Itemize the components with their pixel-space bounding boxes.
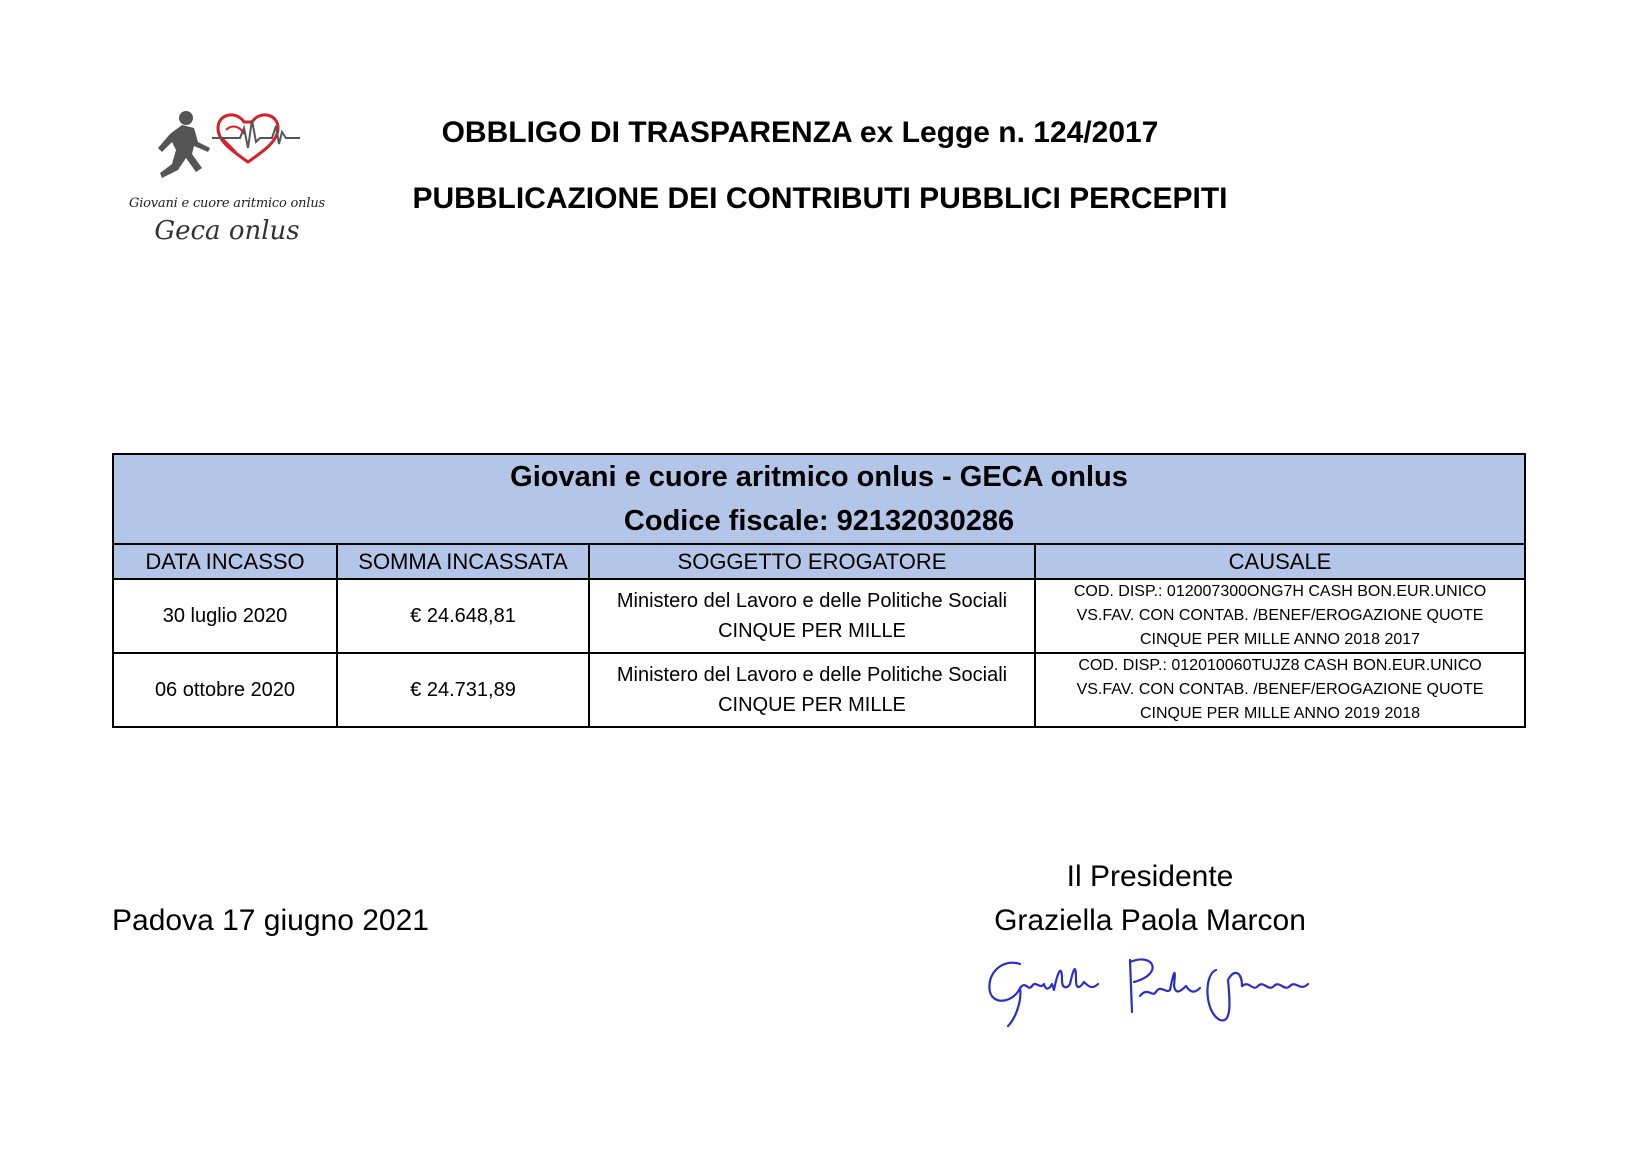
- column-header-amount: SOMMA INCASSATA: [337, 544, 589, 579]
- cell-amount: € 24.648,81: [337, 579, 589, 653]
- reason-line: CINQUE PER MILLE ANNO 2018 2017: [1139, 631, 1421, 648]
- president-label: Il Presidente: [1066, 860, 1234, 893]
- provider-program: CINQUE PER MILLE: [718, 694, 906, 716]
- provider-name: Ministero del Lavoro e delle Politiche Sociali: [616, 664, 1008, 686]
- table-title-organization: Giovani e cuore aritmico onlus - GECA onlus: [510, 461, 1128, 493]
- cell-date: 30 luglio 2020: [113, 579, 337, 653]
- reason-line: COD. DISP.: 012010060TUJZ8 CASH BON.EUR.UNICO: [1078, 657, 1482, 674]
- cell-provider: [589, 579, 1035, 653]
- cell-amount: € 24.731,89: [337, 653, 589, 727]
- logo-caption: Giovani e cuore aritmico onlus: [129, 196, 325, 211]
- cell-reason: [1035, 653, 1525, 727]
- table-header-row: [113, 544, 1525, 579]
- reason-line: VS.FAV. CON CONTAB. /BENEF/EROGAZIONE QUOTE: [1076, 607, 1484, 624]
- document-heading-law: OBBLIGO DI TRASPARENZA ex Legge n. 124/2017: [441, 116, 1159, 149]
- table-title-row: [113, 454, 1525, 544]
- reason-line: CINQUE PER MILLE ANNO 2019 2018: [1139, 705, 1421, 722]
- column-header-reason: CAUSALE: [1035, 544, 1525, 579]
- column-header-provider: SOGGETTO EROGATORE: [589, 544, 1035, 579]
- provider-name: Ministero del Lavoro e delle Politiche Sociali: [616, 590, 1008, 612]
- cell-date: 06 ottobre 2020: [113, 653, 337, 727]
- reason-line: VS.FAV. CON CONTAB. /BENEF/EROGAZIONE QUOTE: [1076, 681, 1484, 698]
- cell-reason: [1035, 579, 1525, 653]
- contributions-table: [112, 453, 1526, 728]
- reason-line: COD. DISP.: 012007300ONG7H CASH BON.EUR.UNICO: [1073, 583, 1487, 600]
- table-row: [113, 653, 1525, 727]
- place-and-date: Padova 17 giugno 2021: [112, 904, 429, 937]
- table-title-cell: [113, 454, 1525, 544]
- provider-program: CINQUE PER MILLE: [718, 620, 906, 642]
- column-header-date: DATA INCASSO: [113, 544, 337, 579]
- handwritten-signature: [980, 940, 1340, 1040]
- logo-subtitle: Geca onlus: [154, 216, 300, 246]
- document-heading-publication: PUBBLICAZIONE DEI CONTRIBUTI PUBBLICI PERCEPITI: [412, 182, 1228, 215]
- president-name: Graziella Paola Marcon: [994, 904, 1306, 937]
- table-row: [113, 579, 1525, 653]
- table-title-fiscal-code: Codice fiscale: 92132030286: [623, 505, 1015, 537]
- cell-provider: [589, 653, 1035, 727]
